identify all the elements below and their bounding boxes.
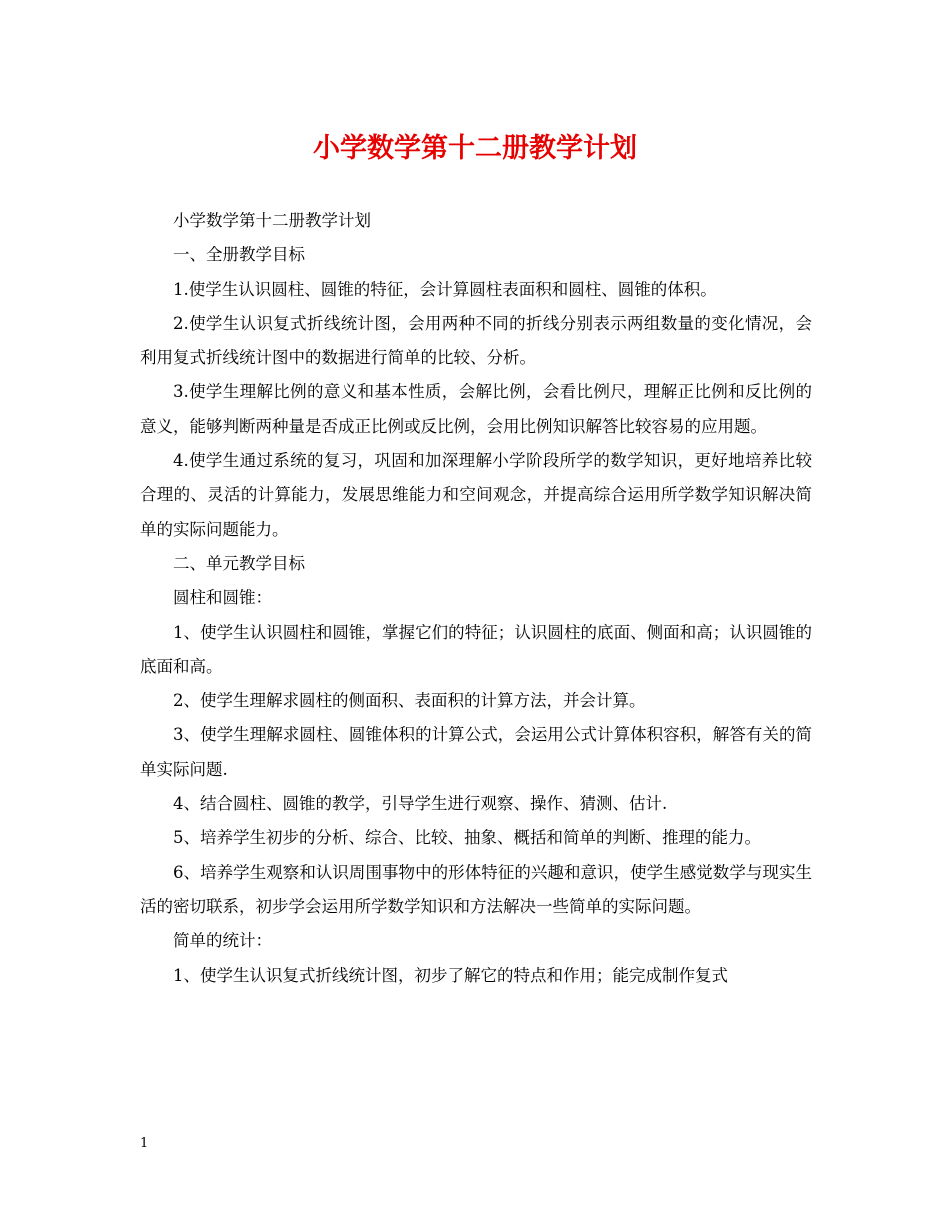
document-body [140,204,812,993]
paragraph: 1、使学生认识圆柱和圆锥，掌握它们的特征；认识圆柱的底面、侧面和高；认识圆锥的底面和高。 [140,622,812,676]
paragraph: 3、使学生理解求圆柱、圆锥体积的计算公式，会运用公式计算体积容积，解答有关的简单实际问题. [140,725,812,779]
paragraph: 2、使学生理解求圆柱的侧面积、表面积的计算方法，并会计算。 [173,691,646,711]
page-number: 1 [140,1136,149,1151]
section-heading: 一、全册教学目标 [173,245,305,265]
section-heading: 二、单元教学目标 [173,553,305,573]
paragraph: 1、使学生认识复式折线统计图，初步了解它的特点和作用；能完成制作复式 [173,965,728,985]
paragraph: 5、培养学生初步的分析、综合、比较、抽象、概括和简单的判断、推理的能力。 [173,828,761,848]
page-title: 小学数学第十二册教学计划 [313,133,637,164]
paragraph: 3.使学生理解比例的意义和基本性质，会解比例，会看比例尺，理解正比例和反比例的意义，能够判断两种量是否成正比例或反比例，会用比例知识解答比较容易的应用题。 [140,382,812,436]
subsection-heading: 圆柱和圆锥： [173,588,272,608]
paragraph: 2.使学生认识复式折线统计图，会用两种不同的折线分别表示两组数量的变化情况，会利用复式折线统计图中的数据进行简单的比较、分析。 [140,313,812,368]
paragraph: 4、结合圆柱、圆锥的教学，引导学生进行观察、操作、猜测、估计. [173,794,668,814]
paragraph: 1.使学生认识圆柱、圆锥的特征，会计算圆柱表面积和圆柱、圆锥的体积。 [173,279,717,299]
paragraph: 小学数学第十二册教学计划 [173,211,371,230]
paragraph: 6、培养学生观察和认识周围事物中的形体特征的兴趣和意识，使学生感觉数学与现实生活的密切联系，初步学会运用所学数学知识和方法解决一些简单的实际问题。 [140,862,812,916]
subsection-heading: 简单的统计： [173,931,272,951]
paragraph: 4.使学生通过系统的复习，巩固和加深理解小学阶段所学的数学知识，更好地培养比较合理的、灵活的计算能力，发展思维能力和空间观念，并提高综合运用所学数学知识解决简单的实际问题能力。 [140,451,812,539]
